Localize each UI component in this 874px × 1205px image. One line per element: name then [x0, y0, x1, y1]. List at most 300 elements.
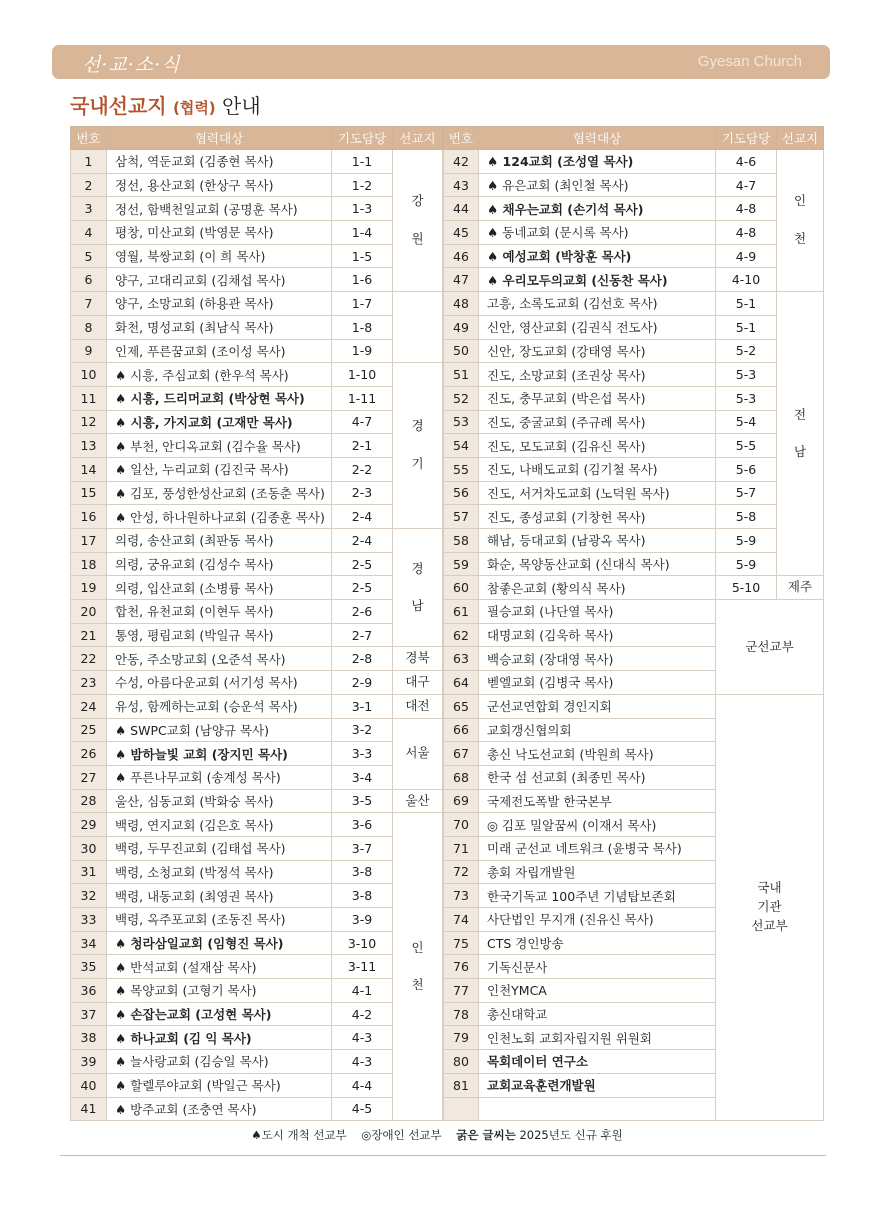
row-number: 66: [444, 718, 479, 742]
table-row: [71, 315, 443, 339]
row-number: 20: [71, 600, 107, 624]
partner-target: 한국기독교 100주년 기념탑보존회: [479, 884, 716, 908]
table-row: [71, 244, 443, 268]
row-number: 6: [71, 268, 107, 292]
row-number: 33: [71, 908, 107, 932]
prayer-assignment: 4-7: [332, 410, 393, 434]
partner-target: 백령, 두무진교회 (김태섭 목사): [107, 836, 332, 860]
row-number: 48: [444, 292, 479, 316]
row-number: 11: [71, 386, 107, 410]
row-number: 57: [444, 505, 479, 529]
partner-target: ♠ 시흥, 드리머교회 (박상현 목사): [107, 386, 332, 410]
prayer-assignment: 5-9: [716, 552, 777, 576]
row-number: 17: [71, 529, 107, 553]
table-row: [71, 505, 443, 529]
partner-target: 참좋은교회 (황의식 목사): [479, 576, 716, 600]
prayer-assignment: 3-2: [332, 718, 393, 742]
row-number: 28: [71, 789, 107, 813]
column-header-target: 협력대상: [479, 127, 716, 150]
row-number: 70: [444, 813, 479, 837]
table-header-row: [71, 127, 443, 150]
row-number: 46: [444, 244, 479, 268]
prayer-assignment: 2-6: [332, 600, 393, 624]
mission-region: 경 남: [393, 529, 443, 647]
prayer-assignment: 4-7: [716, 173, 777, 197]
legend-bold-note: 굵은 글씨는: [456, 1128, 516, 1142]
row-number: 13: [71, 434, 107, 458]
partner-target: 정선, 함백천일교회 (공명훈 목사): [107, 197, 332, 221]
mission-table-left: [70, 126, 443, 1121]
row-number: 42: [444, 150, 479, 174]
mission-region: 경 기: [393, 363, 443, 529]
prayer-assignment: 3-8: [332, 860, 393, 884]
prayer-assignment: 2-7: [332, 623, 393, 647]
table-row: [71, 197, 443, 221]
row-number: 68: [444, 765, 479, 789]
partner-target: 삼척, 역둔교회 (김종현 목사): [107, 150, 332, 174]
row-number: 73: [444, 884, 479, 908]
row-number: 47: [444, 268, 479, 292]
partner-target: ♠ 손잡는교회 (고성현 목사): [107, 1002, 332, 1026]
row-number: 39: [71, 1050, 107, 1074]
row-number: 50: [444, 339, 479, 363]
mission-region: 국내 기관 선교부: [716, 694, 824, 1120]
partner-target: 목회데이터 연구소: [479, 1050, 716, 1074]
prayer-assignment: 1-3: [332, 197, 393, 221]
row-number: 30: [71, 836, 107, 860]
row-number: 75: [444, 931, 479, 955]
legend-urban-planting: ♠도시 개척 선교부: [251, 1128, 347, 1142]
prayer-assignment: 3-1: [332, 694, 393, 718]
prayer-assignment: 2-5: [332, 576, 393, 600]
table-row: [71, 694, 443, 718]
prayer-assignment: 1-9: [332, 339, 393, 363]
row-number: 9: [71, 339, 107, 363]
partner-target: 유성, 함께하는교회 (승운석 목사): [107, 694, 332, 718]
table-row: [71, 363, 443, 387]
section-title: 선·교·소·식: [82, 54, 181, 76]
prayer-assignment: 4-8: [716, 221, 777, 245]
legend-new-support: 2025년도 신규 후원: [519, 1128, 623, 1142]
row-number: 64: [444, 671, 479, 695]
prayer-assignment: 2-1: [332, 434, 393, 458]
table-row: [71, 860, 443, 884]
partner-target: 의령, 입산교회 (소병륭 목사): [107, 576, 332, 600]
row-number: 80: [444, 1050, 479, 1074]
prayer-assignment: 5-8: [716, 505, 777, 529]
table-header-row: [444, 127, 824, 150]
partner-target: ♠ 푸른나무교회 (송계성 목사): [107, 765, 332, 789]
prayer-assignment: 4-3: [332, 1050, 393, 1074]
prayer-assignment: 3-5: [332, 789, 393, 813]
row-number: 71: [444, 836, 479, 860]
row-number: 2: [71, 173, 107, 197]
row-number: 74: [444, 908, 479, 932]
table-row: [444, 386, 824, 410]
prayer-assignment: 5-6: [716, 457, 777, 481]
prayer-assignment: 4-4: [332, 1073, 393, 1097]
partner-target: 기독신문사: [479, 955, 716, 979]
row-number: 78: [444, 1002, 479, 1026]
table-row: [71, 150, 443, 174]
table-row: [71, 268, 443, 292]
partner-target: ♠ SWPC교회 (남양규 목사): [107, 718, 332, 742]
page-title: [70, 90, 261, 119]
partner-target: 필승교회 (나단열 목사): [479, 600, 716, 624]
row-number: 4: [71, 221, 107, 245]
table-row: [71, 410, 443, 434]
table-row: [71, 1073, 443, 1097]
table-row: [444, 600, 824, 624]
row-number: 32: [71, 884, 107, 908]
row-number: 58: [444, 529, 479, 553]
table-row: [71, 765, 443, 789]
row-number: 19: [71, 576, 107, 600]
table-body-left: [71, 150, 443, 1121]
row-number: 65: [444, 694, 479, 718]
partner-target: 해남, 등대교회 (남광옥 목사): [479, 529, 716, 553]
row-number: 18: [71, 552, 107, 576]
table-row: [444, 315, 824, 339]
row-number: 43: [444, 173, 479, 197]
partner-target: ♠ 청라삼일교회 (임형진 목사): [107, 931, 332, 955]
partner-target: 총신대학교: [479, 1002, 716, 1026]
table-row: [444, 268, 824, 292]
column-header-region: 선교지: [393, 127, 443, 150]
column-header-target: 협력대상: [107, 127, 332, 150]
row-number: 8: [71, 315, 107, 339]
partner-target: ♠ 동네교회 (문시록 목사): [479, 221, 716, 245]
prayer-assignment: 1-11: [332, 386, 393, 410]
partner-target: ♠ 밤하늘빛 교회 (장지민 목사): [107, 742, 332, 766]
row-number: 22: [71, 647, 107, 671]
row-number: 34: [71, 931, 107, 955]
table-row: [71, 481, 443, 505]
partner-target: 사단법인 무지개 (진유신 목사): [479, 908, 716, 932]
partner-target: 대명교회 (김욱하 목사): [479, 623, 716, 647]
mission-region: 전 남: [777, 292, 824, 576]
partner-target: ♠ 늘사랑교회 (김승일 목사): [107, 1050, 332, 1074]
row-number: 24: [71, 694, 107, 718]
page-title-paren: (협력): [172, 99, 216, 117]
partner-target: 진도, 소망교회 (조권상 목사): [479, 363, 716, 387]
prayer-assignment: 5-3: [716, 363, 777, 387]
partner-target: 벧엘교회 (김병국 목사): [479, 671, 716, 695]
table-row: [71, 529, 443, 553]
partner-target: 합천, 유천교회 (이현두 목사): [107, 600, 332, 624]
partner-target: ♠ 하나교회 (김 익 목사): [107, 1026, 332, 1050]
table-row: [71, 1050, 443, 1074]
partner-target: 진도, 충무교회 (박은섭 목사): [479, 386, 716, 410]
partner-target: 양구, 고대리교회 (김채섭 목사): [107, 268, 332, 292]
prayer-assignment: 4-3: [332, 1026, 393, 1050]
row-number: 38: [71, 1026, 107, 1050]
row-number: 31: [71, 860, 107, 884]
partner-target: ♠ 시흥, 가지교회 (고재만 목사): [107, 410, 332, 434]
partner-target: 진도, 서거차도교회 (노덕원 목사): [479, 481, 716, 505]
row-number: 21: [71, 623, 107, 647]
table-body-right: [444, 150, 824, 1121]
table-row: [444, 363, 824, 387]
table-row: [71, 742, 443, 766]
prayer-assignment: 2-5: [332, 552, 393, 576]
prayer-assignment: 1-5: [332, 244, 393, 268]
partner-target: ♠ 유은교회 (최인철 목사): [479, 173, 716, 197]
partner-target: 군선교연합회 경인지회: [479, 694, 716, 718]
partner-target: 총회 자립개발원: [479, 860, 716, 884]
table-row: [444, 197, 824, 221]
row-number: 61: [444, 600, 479, 624]
partner-target: 울산, 심동교회 (박화숭 목사): [107, 789, 332, 813]
partner-target: 미래 군선교 네트워크 (윤병국 목사): [479, 836, 716, 860]
partner-target: 화순, 목양동산교회 (신대식 목사): [479, 552, 716, 576]
partner-target: ♠ 시흥, 주심교회 (한우석 목사): [107, 363, 332, 387]
row-number: 52: [444, 386, 479, 410]
prayer-assignment: 3-9: [332, 908, 393, 932]
table-row: [444, 481, 824, 505]
prayer-assignment: 1-1: [332, 150, 393, 174]
row-number: 63: [444, 647, 479, 671]
prayer-assignment: 4-5: [332, 1097, 393, 1121]
table-row: [444, 529, 824, 553]
partner-target: ◎ 김포 밀알꿈씨 (이재서 목사): [479, 813, 716, 837]
table-row: [444, 221, 824, 245]
prayer-assignment: 5-10: [716, 576, 777, 600]
prayer-assignment: 2-4: [332, 505, 393, 529]
row-number: 35: [71, 955, 107, 979]
page-title-main: 국내선교지: [70, 94, 167, 118]
mission-region: 인 천: [393, 813, 443, 1121]
prayer-assignment: 4-9: [716, 244, 777, 268]
mission-region: 군선교부: [716, 600, 824, 695]
prayer-assignment: 4-10: [716, 268, 777, 292]
legend: [0, 1127, 874, 1143]
table-row: [71, 339, 443, 363]
partner-target: ♠ 안성, 하나원하나교회 (김종훈 목사): [107, 505, 332, 529]
column-header-prayer: 기도담당: [332, 127, 393, 150]
prayer-assignment: 3-10: [332, 931, 393, 955]
row-number: 16: [71, 505, 107, 529]
partner-target: 신안, 장도교회 (강태영 목사): [479, 339, 716, 363]
prayer-assignment: 4-8: [716, 197, 777, 221]
mission-region: 대구: [393, 671, 443, 695]
row-number: 77: [444, 979, 479, 1003]
column-header-num: 번호: [71, 127, 107, 150]
prayer-assignment: 1-10: [332, 363, 393, 387]
row-number: 45: [444, 221, 479, 245]
table-row: [444, 292, 824, 316]
column-header-num: 번호: [444, 127, 479, 150]
table-row: [71, 552, 443, 576]
prayer-assignment: 1-6: [332, 268, 393, 292]
partner-target: 평창, 미산교회 (박영문 목사): [107, 221, 332, 245]
partner-target: 교회교육훈련개발원: [479, 1073, 716, 1097]
table-row: [71, 623, 443, 647]
table-row: [71, 292, 443, 316]
partner-target: ♠ 김포, 풍성한성산교회 (조동춘 목사): [107, 481, 332, 505]
partner-target: 인천노회 교회자립지원 위원회: [479, 1026, 716, 1050]
mission-region: 강 원: [393, 150, 443, 292]
church-name: Gyesan Church: [697, 53, 802, 70]
table-row: [444, 150, 824, 174]
table-row: [444, 339, 824, 363]
prayer-assignment: 2-2: [332, 457, 393, 481]
prayer-assignment: 5-2: [716, 339, 777, 363]
partner-target: 화천, 명성교회 (최남식 목사): [107, 315, 332, 339]
table-row: [71, 576, 443, 600]
prayer-assignment: 1-7: [332, 292, 393, 316]
page-title-rest: 안내: [222, 94, 261, 118]
row-number: 36: [71, 979, 107, 1003]
row-number: 12: [71, 410, 107, 434]
prayer-assignment: 2-9: [332, 671, 393, 695]
partner-target: 백령, 내동교회 (최영권 목사): [107, 884, 332, 908]
row-number: 41: [71, 1097, 107, 1121]
table-row: [71, 1097, 443, 1121]
table-row: [71, 173, 443, 197]
partner-target: ♠ 할렐루야교회 (박일근 목사): [107, 1073, 332, 1097]
mission-region: 울산: [393, 789, 443, 813]
prayer-assignment: 5-7: [716, 481, 777, 505]
row-number: 37: [71, 1002, 107, 1026]
prayer-assignment: 5-1: [716, 292, 777, 316]
row-number: 1: [71, 150, 107, 174]
partner-target: ♠ 반석교회 (설재삼 목사): [107, 955, 332, 979]
table-row: [71, 979, 443, 1003]
table-row: [71, 718, 443, 742]
partner-target: ♠ 우리모두의교회 (신동찬 목사): [479, 268, 716, 292]
mission-region: 경북: [393, 647, 443, 671]
partner-target: 수성, 아름다운교회 (서기성 목사): [107, 671, 332, 695]
table-row: [71, 1026, 443, 1050]
row-number: 53: [444, 410, 479, 434]
partner-target: ♠ 부천, 안디옥교회 (김수율 목사): [107, 434, 332, 458]
mission-table-right: [443, 126, 824, 1121]
row-number: 81: [444, 1073, 479, 1097]
table-row: [71, 671, 443, 695]
partner-target: 양구, 소망교회 (하용관 목사): [107, 292, 332, 316]
table-row: [444, 244, 824, 268]
table-row: [71, 221, 443, 245]
table-row: [71, 434, 443, 458]
row-number: 51: [444, 363, 479, 387]
row-number: 29: [71, 813, 107, 837]
partner-target: 백령, 연지교회 (김은호 목사): [107, 813, 332, 837]
row-number: 62: [444, 623, 479, 647]
table-row: [71, 813, 443, 837]
partner-target: ♠ 목양교회 (고형기 목사): [107, 979, 332, 1003]
partner-target: [479, 1097, 716, 1121]
partner-target: 안동, 주소망교회 (오준석 목사): [107, 647, 332, 671]
mission-region: 서울: [393, 718, 443, 789]
partner-target: 의령, 궁유교회 (김성수 목사): [107, 552, 332, 576]
partner-target: ♠ 124교회 (조성열 목사): [479, 150, 716, 174]
table-row: [71, 908, 443, 932]
table-row: [71, 457, 443, 481]
row-number: 3: [71, 197, 107, 221]
row-number: 79: [444, 1026, 479, 1050]
partner-target: 한국 섬 선교회 (최종민 목사): [479, 765, 716, 789]
row-number: 40: [71, 1073, 107, 1097]
row-number: 72: [444, 860, 479, 884]
prayer-assignment: 5-1: [716, 315, 777, 339]
prayer-assignment: 5-4: [716, 410, 777, 434]
row-number: 25: [71, 718, 107, 742]
prayer-assignment: 1-8: [332, 315, 393, 339]
partner-target: 통영, 평림교회 (박일규 목사): [107, 623, 332, 647]
prayer-assignment: 2-4: [332, 529, 393, 553]
prayer-assignment: 3-11: [332, 955, 393, 979]
row-number: 59: [444, 552, 479, 576]
table-row: [444, 505, 824, 529]
partner-target: ♠ 일산, 누리교회 (김진국 목사): [107, 457, 332, 481]
prayer-assignment: 1-2: [332, 173, 393, 197]
table-row: [71, 836, 443, 860]
mission-region: 인 천: [777, 150, 824, 292]
partner-target: ♠ 채우는교회 (손기석 목사): [479, 197, 716, 221]
partner-target: 백승교회 (장대영 목사): [479, 647, 716, 671]
partner-target: 영월, 북쌍교회 (이 희 목사): [107, 244, 332, 268]
row-number: 69: [444, 789, 479, 813]
row-number: 14: [71, 457, 107, 481]
mission-region: 제주: [777, 576, 824, 600]
table-row: [71, 647, 443, 671]
prayer-assignment: 5-3: [716, 386, 777, 410]
table-row: [71, 1002, 443, 1026]
row-number: 76: [444, 955, 479, 979]
prayer-assignment: 2-3: [332, 481, 393, 505]
row-number: 5: [71, 244, 107, 268]
table-row: [444, 576, 824, 600]
row-number: 15: [71, 481, 107, 505]
partner-target: 교회갱신협의회: [479, 718, 716, 742]
partner-target: 고흥, 소록도교회 (김선호 목사): [479, 292, 716, 316]
partner-target: ♠ 방주교회 (조충연 목사): [107, 1097, 332, 1121]
prayer-assignment: 3-4: [332, 765, 393, 789]
prayer-assignment: 4-1: [332, 979, 393, 1003]
partner-target: 진도, 나배도교회 (김기철 목사): [479, 457, 716, 481]
prayer-assignment: 3-3: [332, 742, 393, 766]
prayer-assignment: 4-6: [716, 150, 777, 174]
row-number: 26: [71, 742, 107, 766]
partner-target: ♠ 예성교회 (박창훈 목사): [479, 244, 716, 268]
table-row: [71, 931, 443, 955]
table-row: [71, 600, 443, 624]
row-number: [444, 1097, 479, 1121]
partner-target: 신안, 영산교회 (김권식 전도사): [479, 315, 716, 339]
table-row: [444, 173, 824, 197]
partner-target: 진도, 중굴교회 (주규례 목사): [479, 410, 716, 434]
mission-region: 대전: [393, 694, 443, 718]
partner-target: 총신 낙도선교회 (박원희 목사): [479, 742, 716, 766]
table-row: [444, 434, 824, 458]
prayer-assignment: 3-6: [332, 813, 393, 837]
partner-target: 진도, 모도교회 (김유신 목사): [479, 434, 716, 458]
table-row: [444, 552, 824, 576]
partner-target: 백령, 옥주포교회 (조동진 목사): [107, 908, 332, 932]
prayer-assignment: 5-5: [716, 434, 777, 458]
row-number: 23: [71, 671, 107, 695]
prayer-assignment: 3-8: [332, 884, 393, 908]
row-number: 55: [444, 457, 479, 481]
row-number: 27: [71, 765, 107, 789]
table-row: [71, 386, 443, 410]
prayer-assignment: 1-4: [332, 221, 393, 245]
table-row: [71, 884, 443, 908]
mission-region: [393, 292, 443, 363]
table-row: [444, 694, 824, 718]
partner-target: 백령, 소청교회 (박정석 목사): [107, 860, 332, 884]
